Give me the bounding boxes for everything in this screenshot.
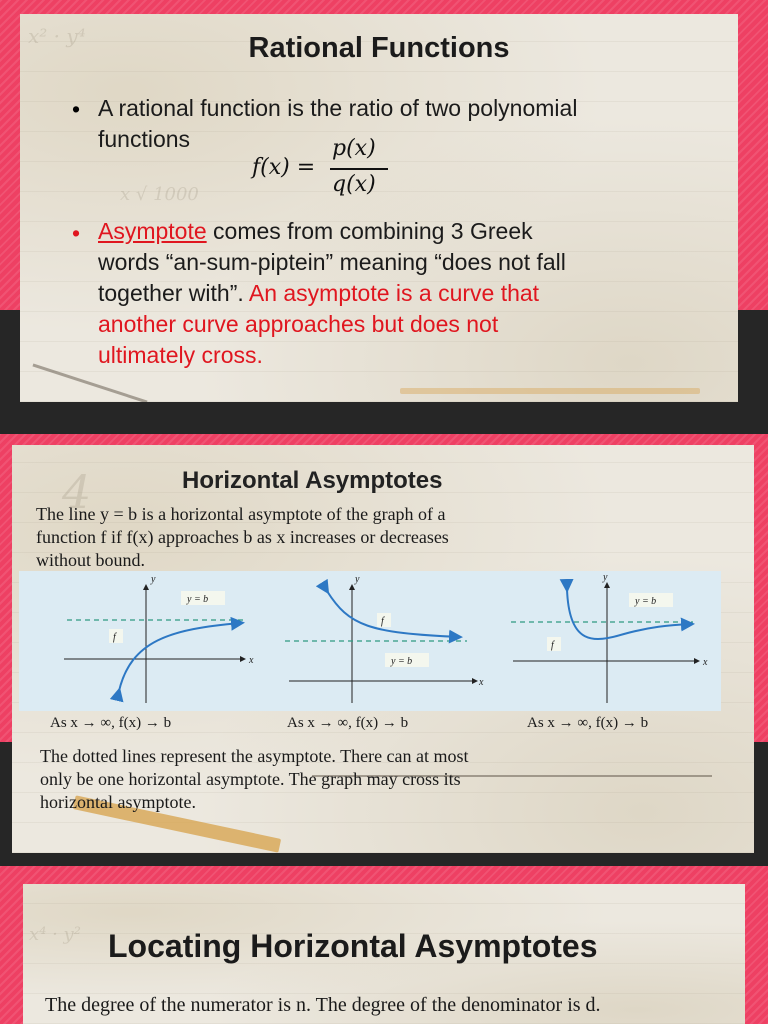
y-axis-label: y [151,574,156,585]
graphs-panel [19,571,721,711]
bullet-line: A rational function is the ratio of two polynomial [98,95,578,121]
slide-locating-horizontal-asymptotes [23,884,745,1024]
background-math-doodle: x √ 1000 [120,184,199,205]
x-axis-label: x [249,655,254,666]
formula-rational-function [252,136,412,206]
asymptote-graphs [19,571,721,711]
label-box [109,629,123,643]
slide-title: Rational Functions [248,32,510,64]
function-label: f [113,632,116,643]
bullet-line: words “an-sum-piptein” meaning “does not fall [98,249,566,275]
footer-line: only be one horizontal asymptote. The graph may cross its [40,769,461,789]
definition-line: function f if f(x) approaches b as x increases or decreases [36,527,449,547]
pencil-decoration [400,388,700,394]
slide-horizontal-asymptotes [12,445,754,853]
label-box [377,613,391,627]
asymptote-label: y = b [635,596,657,607]
y-axis-label: y [355,574,360,585]
slide-title: Locating Horizontal Asymptotes [108,928,598,964]
bullet-line: together with”. An asymptote is a curve that [98,280,540,306]
background-math-doodle: 4 [62,465,92,519]
bullet-line: functions [98,126,191,152]
graph-1 [64,574,254,703]
label-box [547,637,561,651]
asymptote-label: y = b [391,656,413,667]
slide-title: Horizontal Asymptotes [182,467,443,494]
bullet-dot: • [72,220,81,246]
bullet-line: another curve approaches but does not [98,311,499,337]
bullet-dot: • [72,96,81,122]
definition-text [36,503,736,572]
definition-line: without bound. [36,550,146,570]
x-axis-label: x [479,677,484,688]
formula-denominator: q(x) [332,172,376,197]
slide-rational-functions [20,14,738,402]
bullet-line: ultimately cross. [98,342,263,368]
x-axis-label: x [703,657,708,668]
formula-numerator: p(x) [332,136,376,161]
footer-line: horizontal asymptote. [40,792,196,812]
bullet-text-asymptote-definition [98,216,728,371]
background-math-doodle: x⁴ · y² [29,924,81,945]
footer-text [40,745,720,814]
graph-1-caption: As x → ∞, f(x) → b [50,715,172,731]
graph-3 [511,572,708,703]
function-curve [327,591,459,637]
asymptote-term: Asymptote [98,218,207,244]
bullet-line: Asymptote comes from combining 3 Greek [98,218,533,244]
background-math-doodle: x² · y⁴ [28,24,86,48]
graph-2 [285,574,484,703]
function-label: f [551,640,554,651]
graph-3-caption: As x → ∞, f(x) → b [527,715,649,731]
y-axis-label: y [603,572,608,583]
graph-2-caption: As x → ∞, f(x) → b [287,715,409,731]
formula-fraction-bar [330,168,388,170]
footer-line: The dotted lines represent the asymptote. There can at most [40,746,469,766]
formula-lhs: f(x) = [252,155,316,180]
asymptote-label: y = b [187,594,209,605]
definition-line: The line y = b is a horizontal asymptote of the graph of a [36,504,446,524]
slide-body-text: The degree of the numerator is n. The degree of the denominator is d. [45,994,601,1016]
function-label: f [381,616,384,627]
function-curve [119,623,241,691]
